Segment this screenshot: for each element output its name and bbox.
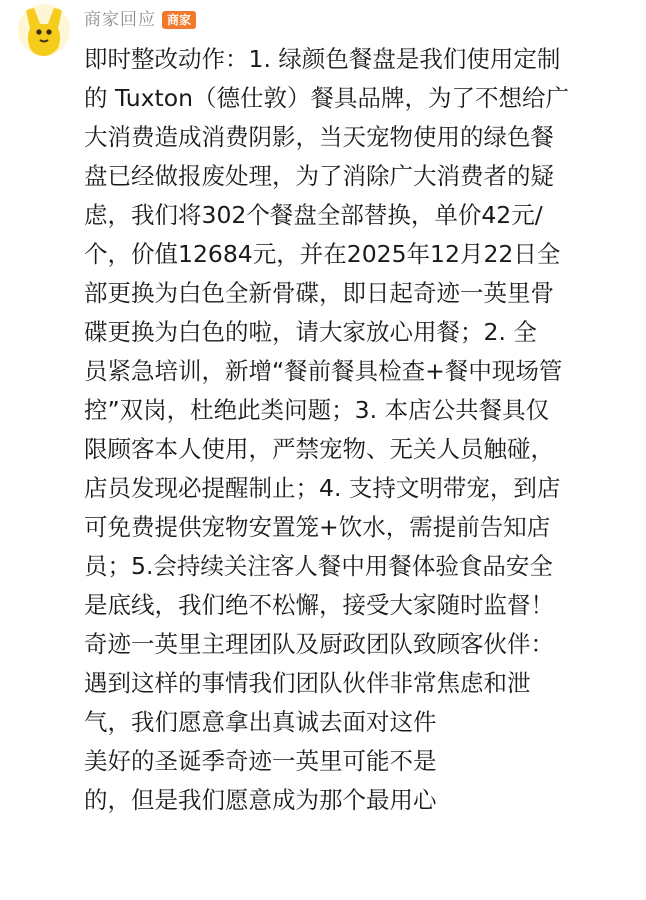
reply-line: 的 Tuxton（德仕敦）餐具品牌，为了不想给广 <box>84 84 570 112</box>
reply-line: 碟更换为白色的啦，请大家放心用餐；2. 全 <box>84 318 537 346</box>
reply-line: 的，但是我们愿意成为那个最用心 <box>84 786 437 814</box>
reply-line: 限顾客本人使用，严禁宠物、无关人员触碰， <box>84 435 554 463</box>
merchant-avatar[interactable] <box>18 4 70 56</box>
reply-header <box>84 7 196 33</box>
reply-line: 遇到这样的事情我们团队伙伴非常焦虑和泄 <box>84 669 531 697</box>
reply-line: 可免费提供宠物安置笼+饮水，需提前告知店 <box>84 513 551 541</box>
reply-line: 员紧急培训，新增“餐前餐具检查+餐中现场管 <box>84 357 563 385</box>
reply-line: 控”双岗，杜绝此类问题；3. 本店公共餐具仅 <box>84 396 550 424</box>
reply-line: 个，价值12684元，并在2025年12月22日全 <box>84 240 561 268</box>
reply-line: 即时整改动作：1. 绿颜色餐盘是我们使用定制 <box>84 45 561 73</box>
yellow-mascot-icon <box>18 4 70 56</box>
reply-line: 大消费造成消费阴影，当天宠物使用的绿色餐 <box>84 123 554 151</box>
merchant-name: 商家回应 <box>84 10 156 30</box>
merchant-reply-text <box>84 40 634 820</box>
reply-line: 部更换为白色全新骨碟，即日起奇迹一英里骨 <box>84 279 554 307</box>
reply-line: 气，我们愿意拿出真诚去面对这件 <box>84 708 437 736</box>
merchant-badge: 商家 <box>162 11 196 29</box>
reply-line: 奇迹一英里主理团队及厨政团队致顾客伙伴： <box>84 630 554 658</box>
reply-line: 盘已经做报废处理，为了消除广大消费者的疑 <box>84 162 554 190</box>
reply-line: 员；5.会持续关注客人餐中用餐体验食品安全 <box>84 552 553 580</box>
reply-line: 美好的圣诞季奇迹一英里可能不是 <box>84 747 437 775</box>
reply-line: 是底线，我们绝不松懈，接受大家随时监督！ <box>84 591 554 619</box>
reply-line: 店员发现必提醒制止；4. 支持文明带宠，到店 <box>84 474 561 502</box>
reply-line: 虑，我们将302个餐盘全部替换，单价42元/ <box>84 201 543 229</box>
